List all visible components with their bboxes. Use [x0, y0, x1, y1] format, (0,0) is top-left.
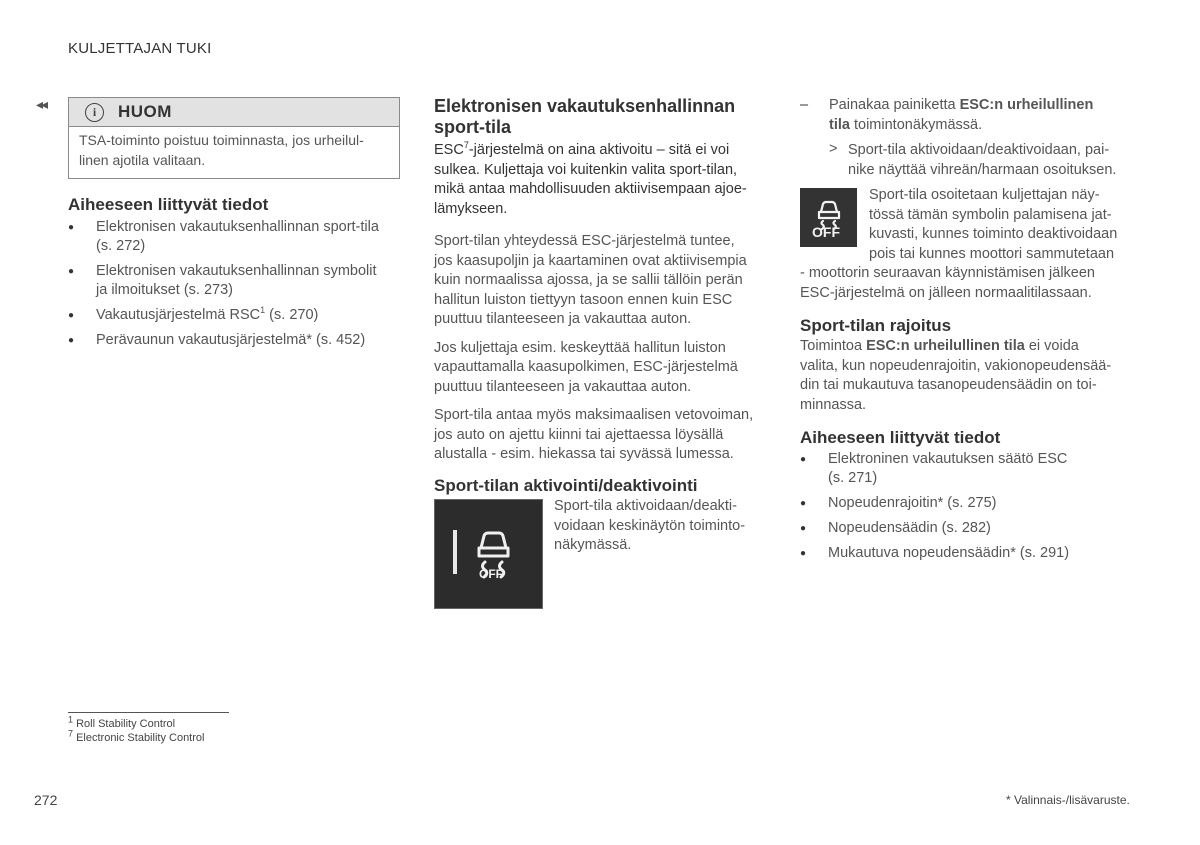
- para-line: - moottorin seuraavan käynnistämisen jälkeen: [800, 265, 1095, 281]
- para-line: sulkea. Kuljettaja voi kuitenkin valita sport-tilan,: [434, 161, 738, 178]
- note-text: [69, 127, 399, 170]
- step-pre: Painakaa painiketta: [829, 97, 960, 113]
- paragraph: [434, 339, 764, 398]
- related-right: [800, 428, 1140, 569]
- para-line: näkymässä.: [554, 537, 632, 553]
- related-link[interactable]: [68, 331, 403, 350]
- footnote: [68, 714, 204, 731]
- esc-off-button-image: [434, 499, 543, 609]
- footnote-ref: 7: [463, 140, 469, 151]
- para-line: Sport-tila antaa myös maksimaalisen vetovoiman,: [434, 407, 754, 423]
- footer-note: * Valinnais-/lisävaruste.: [1006, 793, 1130, 807]
- footnote-num: 7: [68, 728, 74, 739]
- para-line: Sport-tila aktivoidaan/deakti-: [554, 498, 737, 514]
- back-arrows-icon[interactable]: ◂◂: [36, 96, 47, 112]
- limit-text: [800, 337, 1140, 415]
- note-line: TSA-toiminto poistuu toiminnasta, jos urheilul-: [79, 132, 364, 148]
- result-text: [848, 141, 1138, 180]
- link-text: Elektronisen vakautuksenhallinnan symbolit: [96, 263, 377, 279]
- link-text: Vakautusjärjestelmä RSC: [96, 307, 261, 323]
- footnote-divider: [68, 712, 229, 713]
- para-line: jos auto on ajettu kiinni tai ajettaessa löysällä: [434, 426, 724, 443]
- button-caption: [554, 497, 764, 556]
- para-line: lämykseen.: [434, 200, 508, 217]
- para-line: din tai mukautuva tasanopeudensäädin on toi-: [800, 377, 1097, 393]
- esc-sport-mode-button-label[interactable]: tila: [829, 116, 850, 133]
- para-line: kuvasti, kunnes toiminto deaktivoidaan: [869, 226, 1118, 242]
- limit-section: [800, 316, 1140, 415]
- page-title: [434, 96, 764, 138]
- link-text: Nopeudenrajoitin* (s. 275): [828, 495, 997, 511]
- para-line: jos kaasupoljin ja kaartaminen ovat aktiivisempia: [434, 252, 747, 269]
- para-line: Sport-tila aktivoidaan/deaktivoidaan, pai-: [848, 142, 1110, 158]
- info-icon: i: [85, 103, 104, 122]
- paragraph: [434, 232, 764, 330]
- title-line: sport-tila: [434, 117, 512, 137]
- related-link[interactable]: [800, 544, 1140, 563]
- off-label: OFF: [479, 567, 503, 581]
- esc-text: ESC: [434, 142, 464, 158]
- off-label: OFF: [812, 224, 840, 240]
- para-line: valita, kun nopeudenrajoitin, vakionopeudensää-: [800, 357, 1112, 374]
- para-line: kuin normaalissa ajossa, ja se sallii tällöin perän: [434, 272, 743, 288]
- para-line: puuttuu tilanteeseen ja vakauttaa auton.: [434, 378, 692, 395]
- esc-sport-mode-label: ESC:n urheilullinen tila: [866, 338, 1025, 354]
- footnote-text: Roll Stability Control: [76, 718, 176, 730]
- page-number: 272: [34, 792, 58, 808]
- para-line: minnassa.: [800, 396, 867, 413]
- footnote-ref: 1: [260, 305, 266, 316]
- step-post: toimintonäkymässä.: [849, 116, 983, 133]
- step-text: [829, 96, 1129, 135]
- related-link[interactable]: [800, 519, 1140, 538]
- note-title: HUOM: [118, 102, 172, 121]
- link-page: (s. 271): [828, 470, 878, 486]
- car-skid-icon: [435, 500, 542, 608]
- footnote: [68, 728, 205, 745]
- sub-heading: Sport-tilan aktivointi/deaktivointi: [434, 475, 698, 495]
- result-arrow: >: [829, 141, 838, 157]
- para-line: nike näyttää vihreän/harmaan osoituksen.: [848, 161, 1117, 178]
- esc-sport-mode-button-label[interactable]: ESC:n urheilullinen: [959, 97, 1094, 113]
- related-heading: Aiheeseen liittyvät tiedot: [68, 195, 269, 214]
- indicator-text-cont: [800, 264, 1140, 303]
- middle-column: [434, 96, 764, 496]
- title-line: Elektronisen vakautuksenhallinnan: [434, 96, 736, 116]
- link-text: Elektroninen vakautuksen säätö ESC: [828, 451, 1068, 467]
- link-text: Elektronisen vakautuksenhallinnan sport-tila: [96, 219, 379, 235]
- para-line: alustalla - esim. hiekassa tai syvässä lumessa.: [434, 446, 734, 462]
- related-link[interactable]: [68, 218, 403, 256]
- note-header: [69, 98, 399, 127]
- link-page: (s. 270): [265, 307, 319, 323]
- para-line: tössä tämän symbolin palamisena jat-: [869, 206, 1112, 223]
- note-box: [68, 97, 400, 179]
- link-page: (s. 272): [96, 238, 146, 254]
- limit-post: ei voida: [1024, 338, 1079, 354]
- para-line: Sport-tilan yhteydessä ESC-järjestelmä tuntee,: [434, 233, 735, 249]
- step-dash: –: [800, 97, 809, 113]
- para-line: pois tai kunnes moottori sammutetaan: [869, 245, 1115, 262]
- para-line: hallitun luiston tiettyyn tasoon ennen kuin ESC: [434, 291, 733, 308]
- note-line: linen ajotila valitaan.: [79, 151, 206, 168]
- footnote-num: 1: [68, 714, 74, 725]
- para-line: ESC-järjestelmä on jälleen normaalitilassaan.: [800, 284, 1092, 301]
- link-page: ja ilmoitukset (s. 273): [96, 282, 233, 298]
- link-text: Perävaunun vakautusjärjestelmä* (s. 452): [96, 332, 366, 348]
- related-link[interactable]: [68, 306, 403, 325]
- para-line: vapauttamalla kaasupolkimen, ESC-järjestelmä: [434, 359, 738, 375]
- para-line: puuttuu tilanteeseen ja vakauttaa auton.: [434, 311, 692, 327]
- paragraph: [434, 406, 764, 465]
- related-heading: Aiheeseen liittyvät tiedot: [800, 428, 1001, 447]
- esc-off-indicator-image: [800, 188, 857, 247]
- para-line: -järjestelmä on aina aktivoitu – sitä ei voi: [468, 142, 730, 158]
- footnote-text: Electronic Stability Control: [76, 732, 205, 744]
- related-link[interactable]: [68, 262, 403, 300]
- related-link[interactable]: [800, 450, 1140, 488]
- indicator-text: [869, 186, 1139, 264]
- limit-heading: Sport-tilan rajoitus: [800, 316, 952, 335]
- link-text: Nopeudensäädin (s. 282): [828, 520, 991, 536]
- link-text: Mukautuva nopeudensäädin* (s. 291): [828, 545, 1070, 561]
- para-line: Jos kuljettaja esim. keskeyttää hallitun luiston: [434, 339, 726, 356]
- related-left: [68, 195, 403, 356]
- intro-paragraph: [434, 141, 764, 219]
- footnotes: [68, 714, 205, 745]
- related-link[interactable]: [800, 494, 1140, 513]
- limit-pre: Toimintoa: [800, 338, 867, 354]
- para-line: Sport-tila osoitetaan kuljettajan näy-: [869, 187, 1100, 203]
- section-header: KULJETTAJAN TUKI: [68, 40, 212, 57]
- para-line: mikä antaa mahdollisuuden aktiivisempaan ajoe-: [434, 181, 747, 197]
- para-line: voidaan keskinäytön toiminto-: [554, 517, 746, 534]
